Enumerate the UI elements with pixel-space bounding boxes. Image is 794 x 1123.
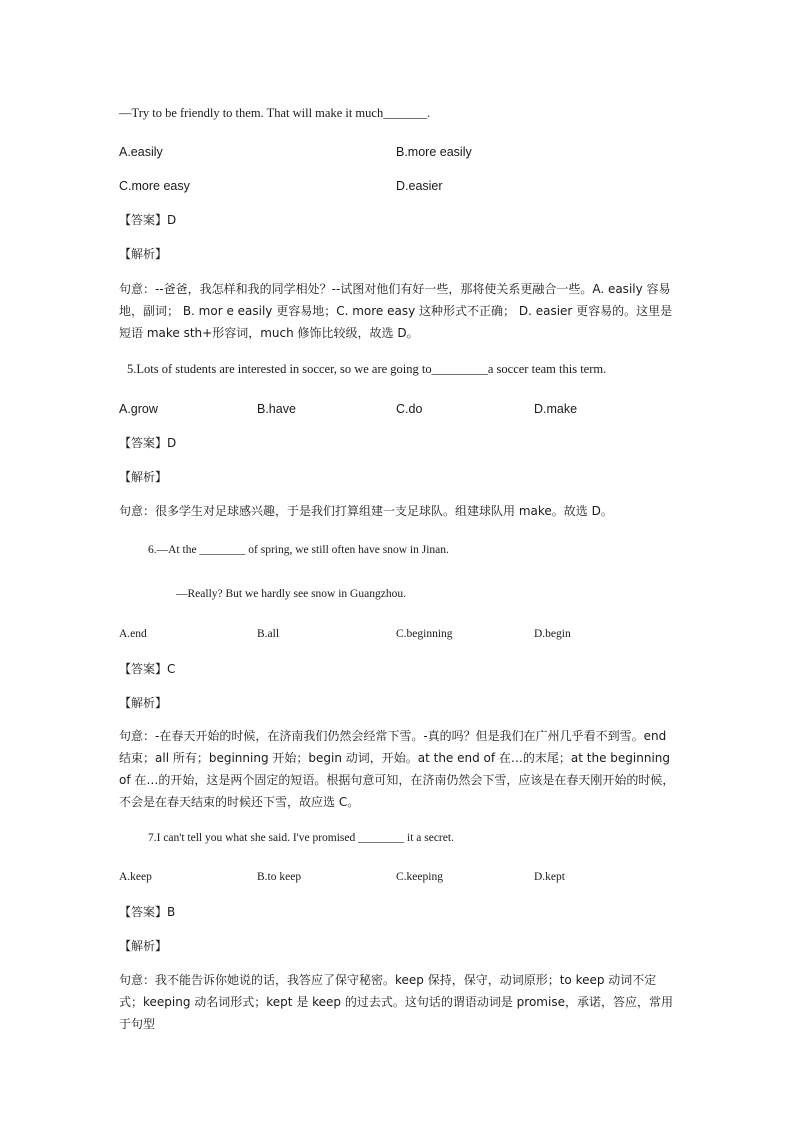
question-6-analysis: 句意：-在春天开始的时候，在济南我们仍然会经常下雪。-真的吗？但是我们在广州几乎看不到雪。end 结束；all 所有；beginning 开始；begin 动词，开始。at the end of 在…的末尾；at the beginning of 在…的开始，这是两个固定的短语。根据句意可知，在济南仍然会下雪，应该是在春天刚开始的时候，不会是在春天结束的时候还下雪，故应选 C。 xyxy=(119,729,675,809)
question-5-option-a: A.grow xyxy=(119,402,158,416)
question-5-option-d: D.make xyxy=(534,402,578,416)
question-5-option-c: C.do xyxy=(396,402,423,416)
question-6-option-b: B.all xyxy=(257,628,280,640)
question-7-option-b: B.to keep xyxy=(257,871,302,883)
question-4-option-a: A.easily xyxy=(119,145,163,159)
question-6-option-a: A.end xyxy=(119,628,147,640)
question-7-option-c: C.keeping xyxy=(396,871,443,883)
question-6-reply: —Really? But we hardly see snow in Guangzhou. xyxy=(176,588,406,600)
question-6-option-c: C.beginning xyxy=(396,628,453,640)
question-7-option-a: A.keep xyxy=(119,871,152,883)
question-4-option-d: D.easier xyxy=(396,179,443,193)
question-5-option-b: B.have xyxy=(257,402,296,416)
question-6-stem: 6.—At the ________ of spring, we still often have snow in Jinan. xyxy=(148,544,449,556)
question-7-stem: 7.I can't tell you what she said. I've promised ________ it a secret. xyxy=(148,832,454,844)
question-6-answer: 【答案】C xyxy=(119,662,176,676)
question-5-stem: 5.Lots of students are interested in soccer, so we are going to_________a soccer team this term. xyxy=(127,362,607,376)
question-6-option-d: D.begin xyxy=(534,628,571,640)
question-4-option-b: B.more easily xyxy=(396,145,472,159)
question-4-option-c: C.more easy xyxy=(119,179,190,193)
question-5-analysis: 句意：很多学生对足球感兴趣，于是我们打算组建一支足球队。组建球队用 make。故选 D。 xyxy=(119,504,613,518)
question-4-analysis-label: 【解析】 xyxy=(119,247,168,261)
question-4-answer: 【答案】D xyxy=(119,213,177,227)
question-4-stem: —Try to be friendly to them. That will make it much_______. xyxy=(119,106,431,120)
question-4-analysis: 句意：--爸爸，我怎样和我的同学相处？--试图对他们有好一些，那将使关系更融合一些。A. easily 容易地，副词； B. mor e easily 更容易地；C. more easy 这种形式不正确； D. easier 更容易的。这里是短语 make sth+形容词，much 修饰比较级，故选 D。 xyxy=(119,282,673,340)
question-7-option-d: D.kept xyxy=(534,871,565,883)
question-6-analysis-label: 【解析】 xyxy=(119,696,168,710)
question-7-answer: 【答案】B xyxy=(119,905,176,919)
question-7-analysis-label: 【解析】 xyxy=(119,939,168,953)
question-5-analysis-label: 【解析】 xyxy=(119,470,168,484)
question-5-answer: 【答案】D xyxy=(119,436,177,450)
question-7-analysis: 句意：我不能告诉你她说的话，我答应了保守秘密。keep 保持，保守，动词原形；to keep 动词不定式；keeping 动名词形式；kept 是 keep 的过去式。这句话的谓语动词是 promise，承诺，答应，常用于句型 xyxy=(119,973,673,1031)
